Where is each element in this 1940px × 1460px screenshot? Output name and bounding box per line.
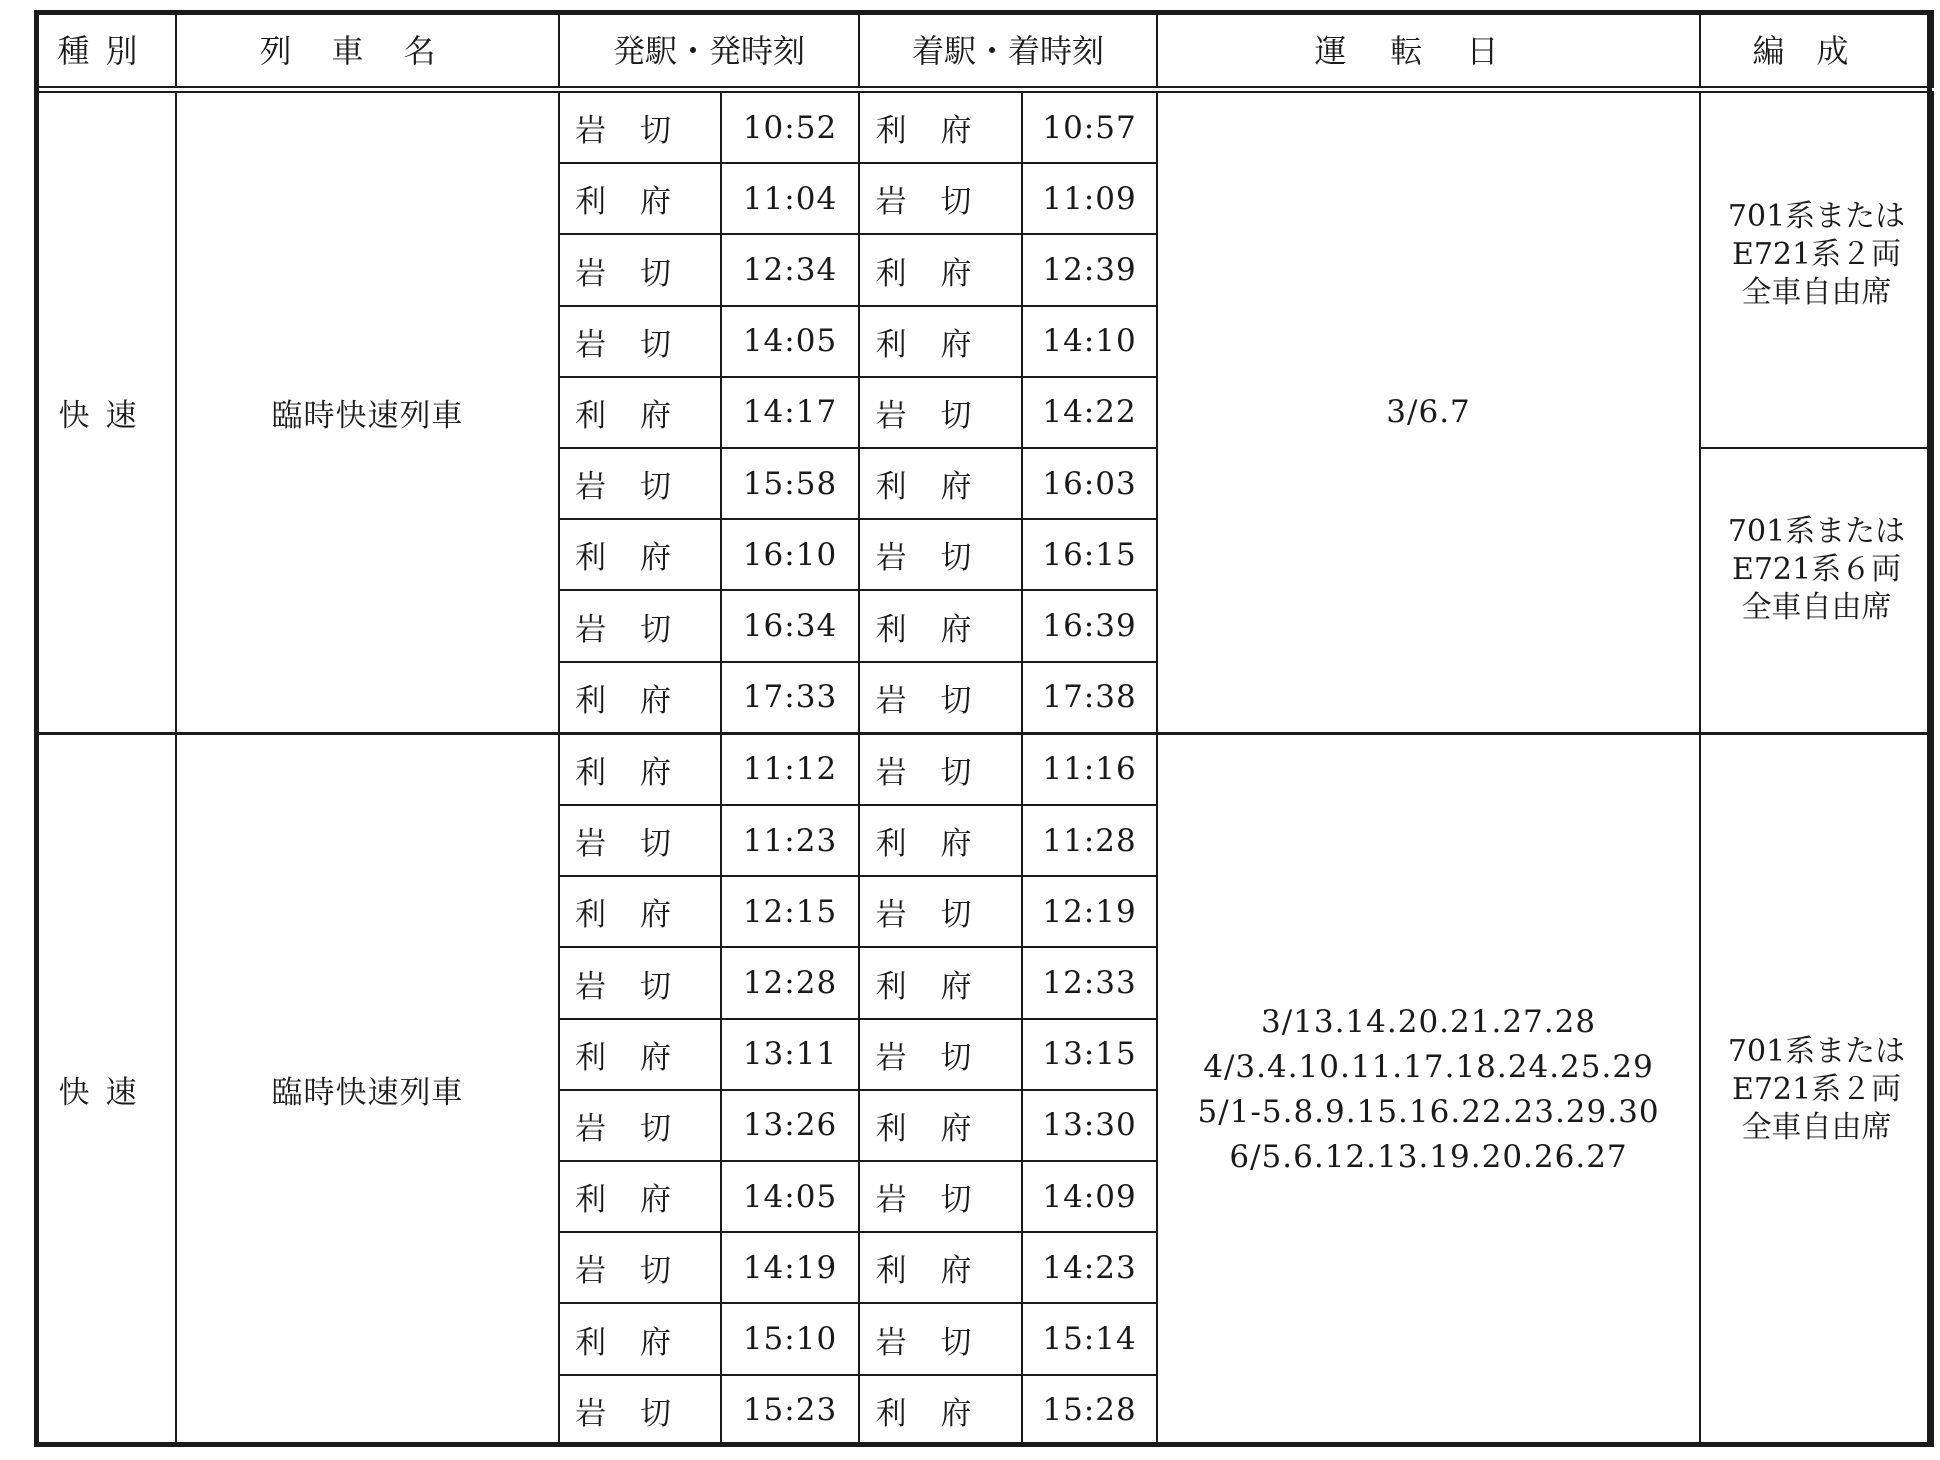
dep-time: 11:23: [721, 805, 859, 876]
operating-days-line: 4/3.4.10.11.17.18.24.25.29: [1203, 1048, 1654, 1085]
arr-time: 16:03: [1022, 448, 1157, 519]
arr-station: 岩切: [859, 1303, 1022, 1374]
table-outer-border: [34, 10, 1932, 1447]
arr-time: 12:33: [1022, 947, 1157, 1018]
arr-time: 14:22: [1022, 377, 1157, 448]
dep-time: 11:04: [721, 163, 859, 234]
dep-station: 岩切: [559, 90, 721, 164]
formation-line: 全車自由席: [1741, 275, 1892, 310]
train-kind: 快速: [35, 733, 176, 1446]
arr-time: 13:30: [1022, 1090, 1157, 1161]
dep-time: 16:34: [721, 590, 859, 661]
formation-line: 701系または: [1727, 514, 1906, 550]
arr-time: 12:19: [1022, 876, 1157, 947]
arr-time: 10:57: [1022, 90, 1157, 164]
arr-station: 利府: [859, 1375, 1022, 1446]
arr-time: 11:09: [1022, 163, 1157, 234]
arr-time: 12:39: [1022, 234, 1157, 305]
arr-station: 利府: [859, 306, 1022, 377]
arr-time: 15:14: [1022, 1303, 1157, 1374]
arr-station: 利府: [859, 90, 1022, 164]
dep-time: 14:19: [721, 1232, 859, 1303]
formation-line: 701系または: [1727, 199, 1906, 234]
arr-time: 16:15: [1022, 519, 1157, 590]
formation-line: E721系２両: [1731, 1071, 1902, 1107]
dep-station: 利府: [559, 163, 721, 234]
arr-station: 岩切: [859, 1019, 1022, 1090]
arr-time: 16:39: [1022, 590, 1157, 661]
dep-time: 12:15: [721, 876, 859, 947]
dep-station: 利府: [559, 519, 721, 590]
header-formation: 編成: [1700, 11, 1933, 90]
header-kind: 種別: [35, 11, 176, 90]
dep-station: 利府: [559, 662, 721, 734]
dep-time: 14:17: [721, 377, 859, 448]
train-name: 臨時快速列車: [176, 733, 559, 1446]
arr-station: 利府: [859, 1232, 1022, 1303]
dep-station: 岩切: [559, 1232, 721, 1303]
arr-time: 14:23: [1022, 1232, 1157, 1303]
dep-station: 岩切: [559, 234, 721, 305]
dep-time: 15:10: [721, 1303, 859, 1374]
header-arrival: 着駅・着時刻: [859, 11, 1157, 90]
dep-station: 岩切: [559, 1375, 721, 1446]
train-name: 臨時快速列車: [176, 90, 559, 734]
arr-station: 岩切: [859, 733, 1022, 805]
arr-station: 岩切: [859, 519, 1022, 590]
dep-time: 12:34: [721, 234, 859, 305]
operating-days-line: 6/5.6.12.13.19.20.26.27: [1229, 1138, 1628, 1175]
formation-line: E721系２両: [1731, 237, 1902, 272]
train-kind: 快速: [35, 90, 176, 734]
dep-time: 10:52: [721, 90, 859, 164]
formation-line: 701系または: [1727, 1033, 1906, 1069]
dep-station: 利府: [559, 876, 721, 947]
dep-station: 岩切: [559, 805, 721, 876]
arr-station: 利府: [859, 234, 1022, 305]
arr-time: 14:09: [1022, 1161, 1157, 1232]
dep-station: 利府: [559, 1161, 721, 1232]
arr-time: 14:10: [1022, 306, 1157, 377]
arr-time: 13:15: [1022, 1019, 1157, 1090]
operating-days-line: 3/6.7: [1386, 393, 1471, 430]
header-departure: 発駅・発時刻: [559, 11, 859, 90]
formation-line: 全車自由席: [1741, 1109, 1892, 1145]
dep-time: 15:23: [721, 1375, 859, 1446]
formation-line: E721系６両: [1731, 552, 1902, 588]
arr-time: 11:28: [1022, 805, 1157, 876]
arr-station: 利府: [859, 448, 1022, 519]
dep-time: 12:28: [721, 947, 859, 1018]
arr-station: 岩切: [859, 377, 1022, 448]
dep-time: 14:05: [721, 1161, 859, 1232]
arr-station: 利府: [859, 590, 1022, 661]
dep-time: 13:26: [721, 1090, 859, 1161]
dep-station: 利府: [559, 1019, 721, 1090]
operating-days-line: 5/1-5.8.9.15.16.22.23.29.30: [1197, 1093, 1660, 1130]
dep-station: 利府: [559, 733, 721, 805]
dep-station: 岩切: [559, 947, 721, 1018]
dep-time: 17:33: [721, 662, 859, 734]
arr-station: 利府: [859, 947, 1022, 1018]
dep-time: 11:12: [721, 733, 859, 805]
arr-station: 岩切: [859, 1161, 1022, 1232]
arr-station: 岩切: [859, 876, 1022, 947]
arr-station: 岩切: [859, 163, 1022, 234]
dep-time: 15:58: [721, 448, 859, 519]
dep-station: 岩切: [559, 448, 721, 519]
arr-station: 利府: [859, 805, 1022, 876]
dep-time: 14:05: [721, 306, 859, 377]
dep-time: 13:11: [721, 1019, 859, 1090]
dep-station: 岩切: [559, 590, 721, 661]
formation-line: 全車自由席: [1741, 590, 1892, 626]
arr-station: 利府: [859, 1090, 1022, 1161]
arr-station: 岩切: [859, 662, 1022, 734]
arr-time: 11:16: [1022, 733, 1157, 805]
arr-time: 17:38: [1022, 662, 1157, 734]
header-operating-days: 運転日: [1157, 11, 1700, 90]
dep-station: 利府: [559, 1303, 721, 1374]
arr-time: 15:28: [1022, 1375, 1157, 1446]
operating-days-line: 3/13.14.20.21.27.28: [1260, 1003, 1597, 1040]
dep-station: 岩切: [559, 1090, 721, 1161]
dep-time: 16:10: [721, 519, 859, 590]
dep-station: 利府: [559, 377, 721, 448]
header-train-name: 列車名: [176, 11, 559, 90]
dep-station: 岩切: [559, 306, 721, 377]
